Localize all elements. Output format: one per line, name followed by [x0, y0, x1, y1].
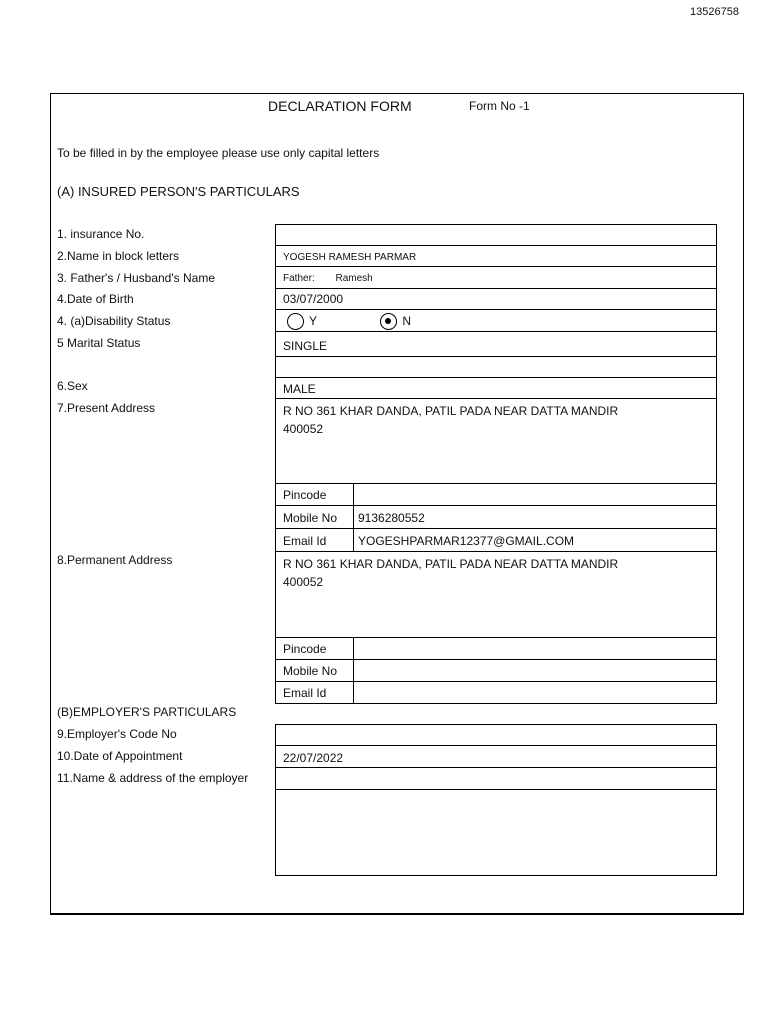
- sex-field[interactable]: MALE: [275, 377, 717, 399]
- appointment-date-field[interactable]: 22/07/2022: [275, 745, 717, 768]
- label-father-husband: 3. Father's / Husband's Name: [57, 271, 215, 285]
- permanent-pincode-label: Pincode: [275, 637, 354, 660]
- section-b-heading: (B)EMPLOYER'S PARTICULARS: [57, 705, 237, 719]
- label-present-address: 7.Present Address: [57, 401, 156, 415]
- permanent-address-field[interactable]: R NO 361 KHAR DANDA, PATIL PADA NEAR DATTA MANDIR 400052: [275, 551, 717, 638]
- label-sex: 6.Sex: [57, 379, 88, 393]
- present-mobile-field[interactable]: 9136280552: [353, 505, 717, 529]
- employer-code-field[interactable]: [275, 724, 717, 746]
- radio-unselected-icon: [287, 313, 304, 330]
- label-employer-code: 9.Employer's Code No: [57, 727, 177, 741]
- section-a-heading: (A) INSURED PERSON'S PARTICULARS: [57, 184, 300, 199]
- permanent-email-label: Email Id: [275, 681, 354, 704]
- form-title: DECLARATION FORM: [268, 98, 412, 114]
- form-instruction: To be filled in by the employee please use only capital letters: [57, 146, 380, 160]
- label-permanent-address: 8.Permanent Address: [57, 553, 173, 567]
- label-disability: 4. (a)Disability Status: [57, 314, 171, 328]
- present-mobile-label: Mobile No: [275, 505, 354, 529]
- disability-yes-label: Y: [309, 314, 318, 328]
- marital-status-field[interactable]: SINGLE: [275, 331, 717, 357]
- radio-selected-icon: [380, 313, 397, 330]
- present-address-field[interactable]: R NO 361 KHAR DANDA, PATIL PADA NEAR DATTA MANDIR 400052: [275, 398, 717, 484]
- document-id: 13526758: [690, 6, 739, 18]
- insurance-no-field[interactable]: [275, 224, 717, 246]
- permanent-email-field[interactable]: [353, 681, 717, 704]
- disability-field: [275, 309, 717, 332]
- father-husband-field[interactable]: [275, 266, 717, 289]
- name-field[interactable]: YOGESH RAMESH PARMAR: [275, 245, 717, 267]
- dob-field[interactable]: 03/07/2000: [275, 288, 717, 310]
- blank-row: [275, 356, 717, 378]
- label-dob: 4.Date of Birth: [57, 292, 134, 306]
- father-name: Ramesh: [335, 273, 373, 284]
- employer-address-field[interactable]: [275, 789, 717, 876]
- permanent-mobile-label: Mobile No: [275, 659, 354, 682]
- label-insurance-no: 1. insurance No.: [57, 227, 145, 241]
- label-employer-name-address: 11.Name & address of the employer: [57, 771, 249, 785]
- form-number: Form No -1: [469, 99, 530, 113]
- disability-no-option[interactable]: [380, 312, 411, 330]
- label-appointment-date: 10.Date of Appointment: [57, 749, 183, 763]
- present-pincode-label: Pincode: [275, 483, 354, 506]
- permanent-pincode-field[interactable]: [353, 637, 717, 660]
- permanent-mobile-field[interactable]: [353, 659, 717, 682]
- disability-no-label: N: [402, 314, 412, 328]
- label-marital-status: 5 Marital Status: [57, 336, 141, 350]
- present-email-field[interactable]: YOGESHPARMAR12377@GMAIL.COM: [353, 528, 717, 552]
- present-pincode-field[interactable]: [353, 483, 717, 506]
- label-name: 2.Name in block letters: [57, 249, 180, 263]
- father-label: Father:: [283, 273, 315, 284]
- employer-name-field[interactable]: [275, 767, 717, 790]
- disability-yes-option[interactable]: [287, 312, 317, 330]
- present-email-label: Email Id: [275, 528, 354, 552]
